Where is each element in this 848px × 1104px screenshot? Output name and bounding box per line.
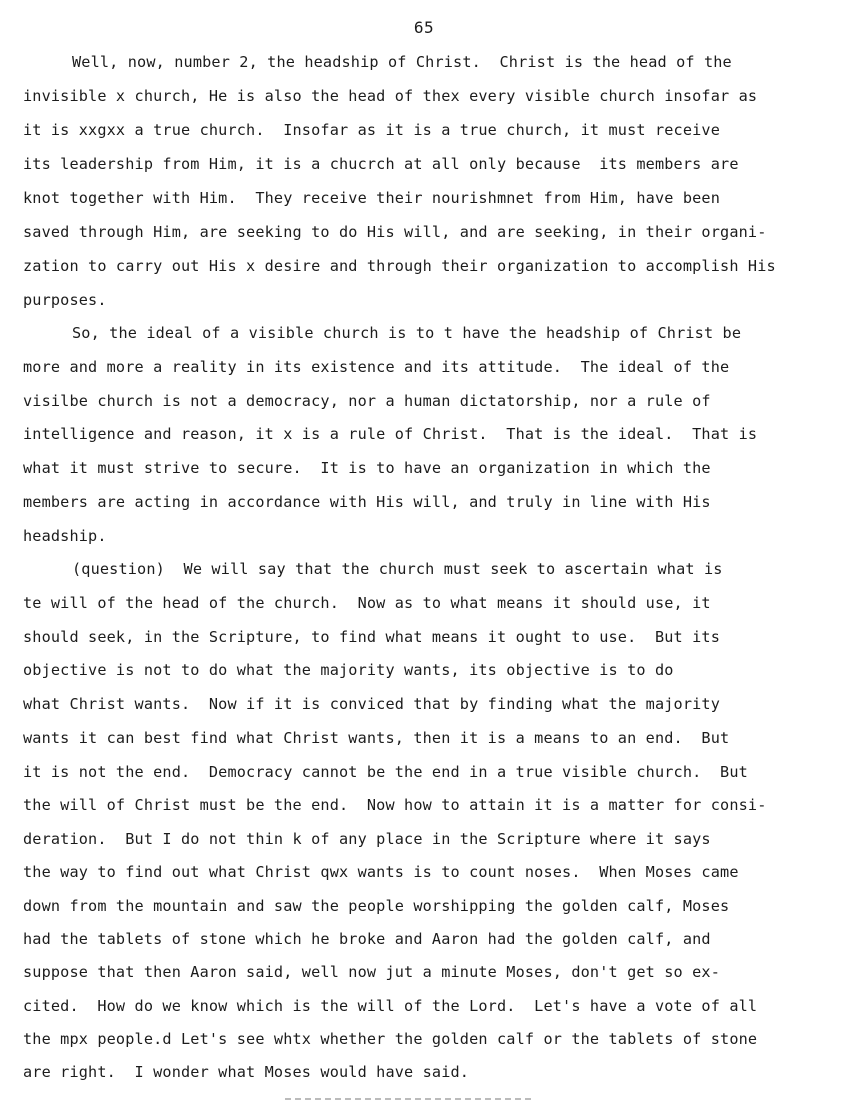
text-line: the mpx people.d Let's see whtx whether the golden calf or the tablets of stone xyxy=(23,1030,758,1048)
text-line: deration. But I do not thin k of any place in the Scripture where it says xyxy=(23,830,711,848)
text-line: should seek, in the Scripture, to find what means it ought to use. But its xyxy=(23,628,721,646)
scan-artifact xyxy=(285,1098,535,1100)
page-number: 65 xyxy=(413,18,435,37)
text-line: it is not the end. Democracy cannot be the end in a true visible church. But xyxy=(23,763,748,781)
text-line: had the tablets of stone which he broke and Aaron had the golden calf, and xyxy=(23,930,711,948)
text-line: purposes. xyxy=(23,291,107,309)
text-line: invisible x church, He is also the head of thex every visible church insofar as xyxy=(23,87,758,105)
text-line: saved through Him, are seeking to do His will, and are seeking, in their organi- xyxy=(23,223,767,241)
text-line: are right. I wonder what Moses would have said. xyxy=(23,1063,470,1081)
text-line: wants it can best find what Christ wants, then it is a means to an end. But xyxy=(23,729,730,747)
text-line: So, the ideal of a visible church is to t have the headship of Christ be xyxy=(72,324,742,342)
text-line: Well, now, number 2, the headship of Christ. Christ is the head of the xyxy=(72,53,732,71)
text-line: visilbe church is not a democracy, nor a human dictatorship, nor a rule of xyxy=(23,392,711,410)
text-line: zation to carry out His x desire and through their organization to accomplish His xyxy=(23,257,776,275)
text-line: cited. How do we know which is the will of the Lord. Let's have a vote of all xyxy=(23,997,758,1015)
text-line: te will of the head of the church. Now as to what means it should use, it xyxy=(23,594,711,612)
text-line: suppose that then Aaron said, well now jut a minute Moses, don't get so ex- xyxy=(23,963,721,981)
text-line: headship. xyxy=(23,527,107,545)
text-line: it is xxgxx a true church. Insofar as it is a true church, it must receive xyxy=(23,121,721,139)
text-line: the will of Christ must be the end. Now how to attain it is a matter for consi- xyxy=(23,796,767,814)
text-line: down from the mountain and saw the people worshipping the golden calf, Moses xyxy=(23,897,730,915)
text-line: intelligence and reason, it x is a rule of Christ. That is the ideal. That is xyxy=(23,425,758,443)
text-line: what Christ wants. Now if it is conviced that by finding what the majority xyxy=(23,695,721,713)
text-line: its leadership from Him, it is a chucrch at all only because its members are xyxy=(23,155,739,173)
text-line: more and more a reality in its existence and its attitude. The ideal of the xyxy=(23,358,730,376)
text-line: objective is not to do what the majority wants, its objective is to do xyxy=(23,661,674,679)
text-line: knot together with Him. They receive their nourishmnet from Him, have been xyxy=(23,189,721,207)
text-line: what it must strive to secure. It is to have an organization in which the xyxy=(23,459,711,477)
text-line: (question) We will say that the church must seek to ascertain what is xyxy=(72,560,723,578)
text-line: members are acting in accordance with His will, and truly in line with His xyxy=(23,493,711,511)
text-line: the way to find out what Christ qwx wants is to count noses. When Moses came xyxy=(23,863,739,881)
